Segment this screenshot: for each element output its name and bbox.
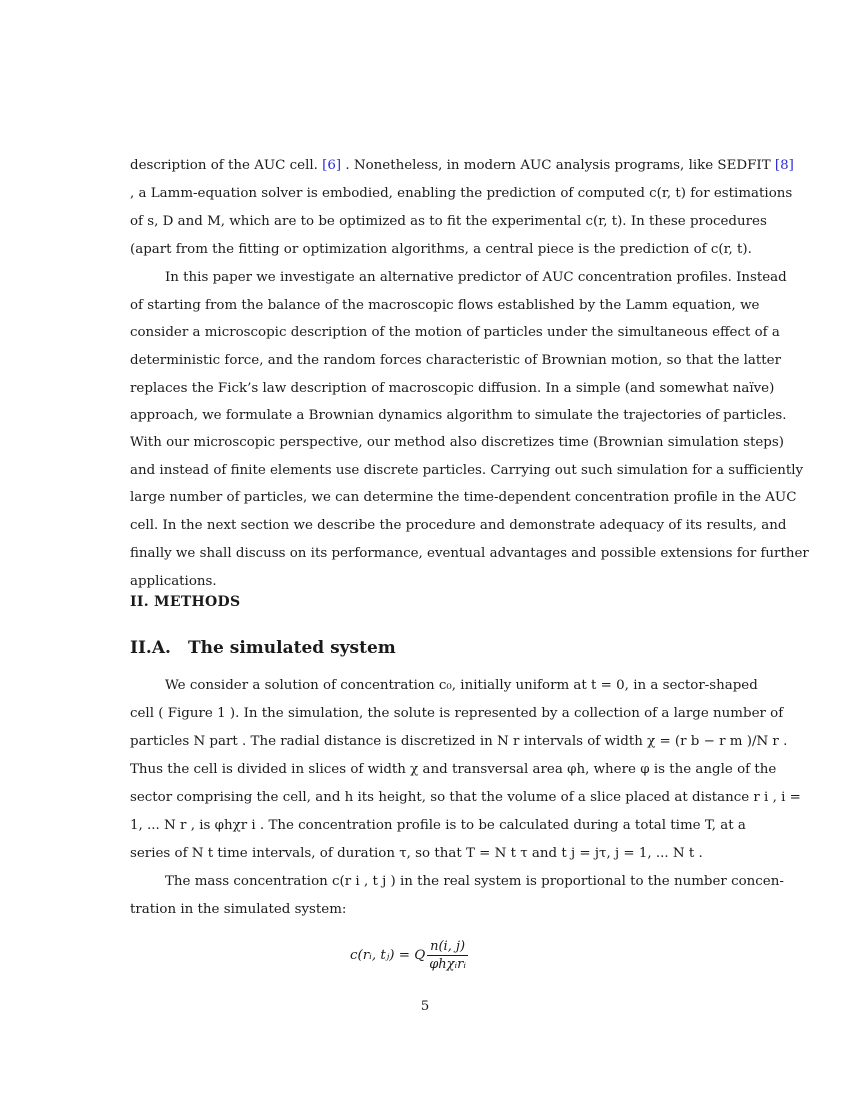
text-line: finally we shall discuss on its performance, eventual advantages and possible extensions for further — [130, 546, 809, 561]
text-line: replaces the Fick’s law description of macroscopic diffusion. In a simple (and somewhat naïve) — [130, 381, 775, 396]
text-span: . Nonetheless, in modern AUC analysis programs, like SEDFIT — [341, 158, 775, 173]
subsection-title: The simulated system — [188, 638, 396, 658]
fraction-numerator: n(i, j) — [427, 938, 468, 956]
text-line: cell. In the next section we describe the procedure and demonstrate adequacy of its results, and — [130, 518, 787, 533]
text-line: We consider a solution of concentration c₀, initially uniform at t = 0, in a sector-shaped — [165, 678, 758, 693]
subsection-heading — [130, 638, 396, 658]
text-line: deterministic force, and the random forces characteristic of Brownian motion, so that the latter — [130, 353, 781, 368]
section-heading: II. METHODS — [130, 594, 241, 610]
citation-link[interactable]: [6] — [322, 158, 342, 173]
text-line: applications. — [130, 574, 217, 589]
text-line: , a Lamm-equation solver is embodied, enabling the prediction of computed c(r, t) for estimations — [130, 186, 793, 201]
text-line: cell ( Figure 1 ). In the simulation, the solute is represented by a collection of a large number of — [130, 706, 784, 721]
text-line: The mass concentration c(r i , t j ) in the real system is proportional to the number concen- — [165, 874, 784, 889]
citation-link[interactable]: [8] — [774, 158, 794, 173]
text-line: With our microscopic perspective, our method also discretizes time (Brownian simulation steps) — [130, 435, 784, 450]
text-line: approach, we formulate a Brownian dynamics algorithm to simulate the trajectories of particles. — [130, 408, 787, 423]
text-line: particles N part . The radial distance is discretized in N r intervals of width χ = (r b − r m )/N r . — [130, 734, 788, 749]
equation — [350, 938, 468, 973]
text-line: of starting from the balance of the macroscopic flows established by the Lamm equation, we — [130, 298, 760, 313]
text-line: of s, D and M, which are to be optimized as to fit the experimental c(r, t). In these procedures — [130, 214, 767, 229]
page-number: 5 — [420, 999, 430, 1014]
text-line: and instead of finite elements use discrete particles. Carrying out such simulation for a sufficiently — [130, 463, 804, 478]
fraction-denominator: φhχᵢrᵢ — [429, 957, 466, 972]
equation-lhs: c(rᵢ, tⱼ) = Q — [350, 948, 426, 963]
text-span: description of the AUC cell. — [130, 158, 323, 173]
text-line: tration in the simulated system: — [130, 902, 347, 917]
text-line: (apart from the fitting or optimization algorithms, a central piece is the prediction of c(r, t). — [130, 242, 752, 257]
text-line: series of N t time intervals, of duration τ, so that T = N t τ and t j = jτ, j = 1, ... N t . — [130, 846, 703, 861]
text-line: In this paper we investigate an alternative predictor of AUC concentration profiles. Instead — [165, 270, 787, 285]
subsection-number: II.A. — [130, 638, 171, 658]
equation-fraction — [427, 938, 468, 973]
text-line: Thus the cell is divided in slices of width χ and transversal area φh, where φ is the angle of the — [130, 762, 777, 777]
text-line: sector comprising the cell, and h its height, so that the volume of a slice placed at distance r i , i = — [130, 790, 801, 805]
text-line: consider a microscopic description of the motion of particles under the simultaneous effect of a — [130, 325, 780, 340]
text-line — [130, 158, 794, 174]
text-line: large number of particles, we can determine the time-dependent concentration profile in the AUC — [130, 490, 797, 505]
text-line: 1, ... N r , is φhχr i . The concentration profile is to be calculated during a total time T, at a — [130, 818, 746, 833]
